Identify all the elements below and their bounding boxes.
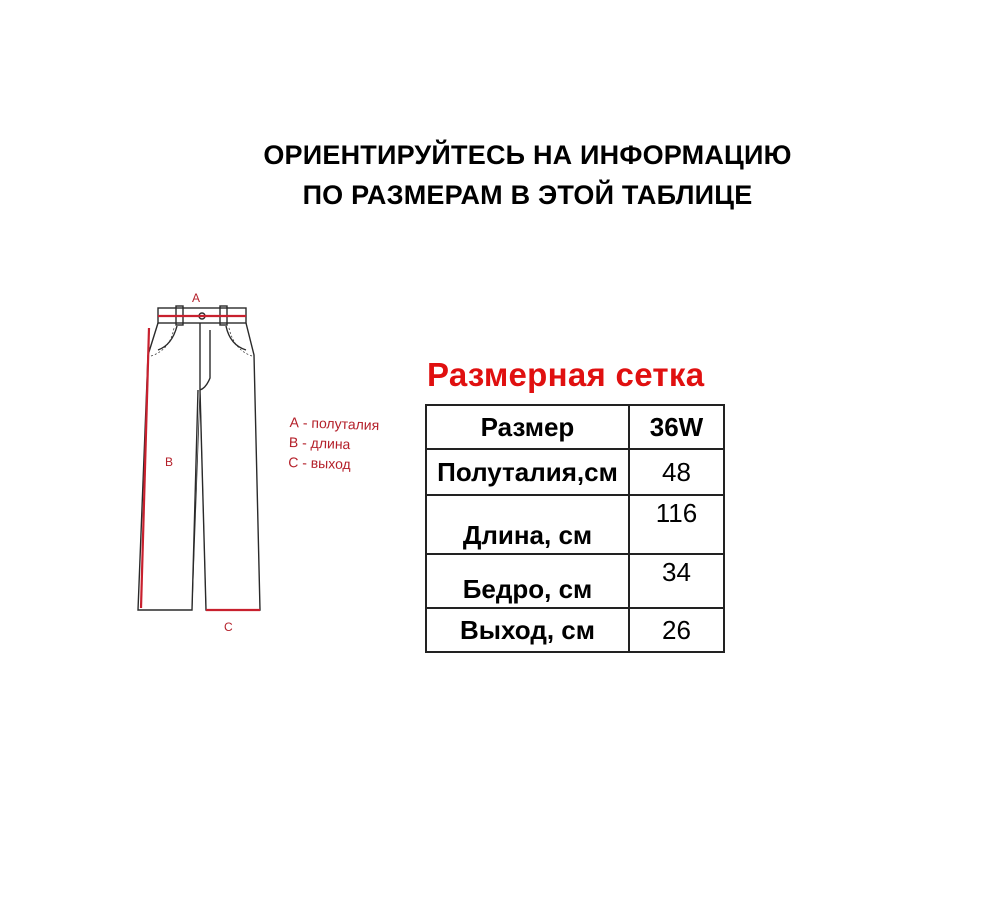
heading-line-1: ОРИЕНТИРУЙТЕСЬ НА ИНФОРМАЦИЮ (263, 140, 792, 170)
legend-c: С - выход (287, 453, 352, 473)
row-value: 48 (629, 449, 724, 495)
table-header-row (426, 405, 724, 449)
table-row (426, 495, 724, 554)
fly (200, 323, 210, 390)
pocket-stitching (151, 328, 252, 356)
table-row (426, 608, 724, 652)
diagram-legend (288, 412, 380, 475)
label-a: A (192, 291, 201, 305)
table-row (426, 449, 724, 495)
row-value: 116 (629, 495, 724, 554)
size-table-title: Размерная сетка (427, 356, 705, 393)
legend-a: А - полуталия (289, 413, 380, 434)
row-label: Длина, см (426, 495, 629, 554)
header-value-cell: 36W (629, 405, 724, 449)
table-row (426, 554, 724, 608)
measure-b-line (141, 328, 149, 608)
label-b: B (165, 455, 174, 469)
row-value: 34 (629, 554, 724, 608)
row-value: 26 (629, 608, 724, 652)
row-label: Полуталия,см (426, 449, 629, 495)
heading-line-2: ПО РАЗМЕРАМ В ЭТОЙ ТАБЛИЦЕ (302, 180, 753, 210)
pants-outline (138, 306, 260, 610)
header-label-cell: Размер (426, 405, 629, 449)
right-leg (200, 323, 260, 610)
label-c: C (224, 620, 233, 634)
size-table (425, 404, 725, 653)
row-label: Бедро, см (426, 554, 629, 608)
pocket-left (158, 326, 177, 350)
pocket-right (226, 326, 246, 350)
legend-b: В - длина (288, 433, 351, 453)
row-label: Выход, см (426, 608, 629, 652)
